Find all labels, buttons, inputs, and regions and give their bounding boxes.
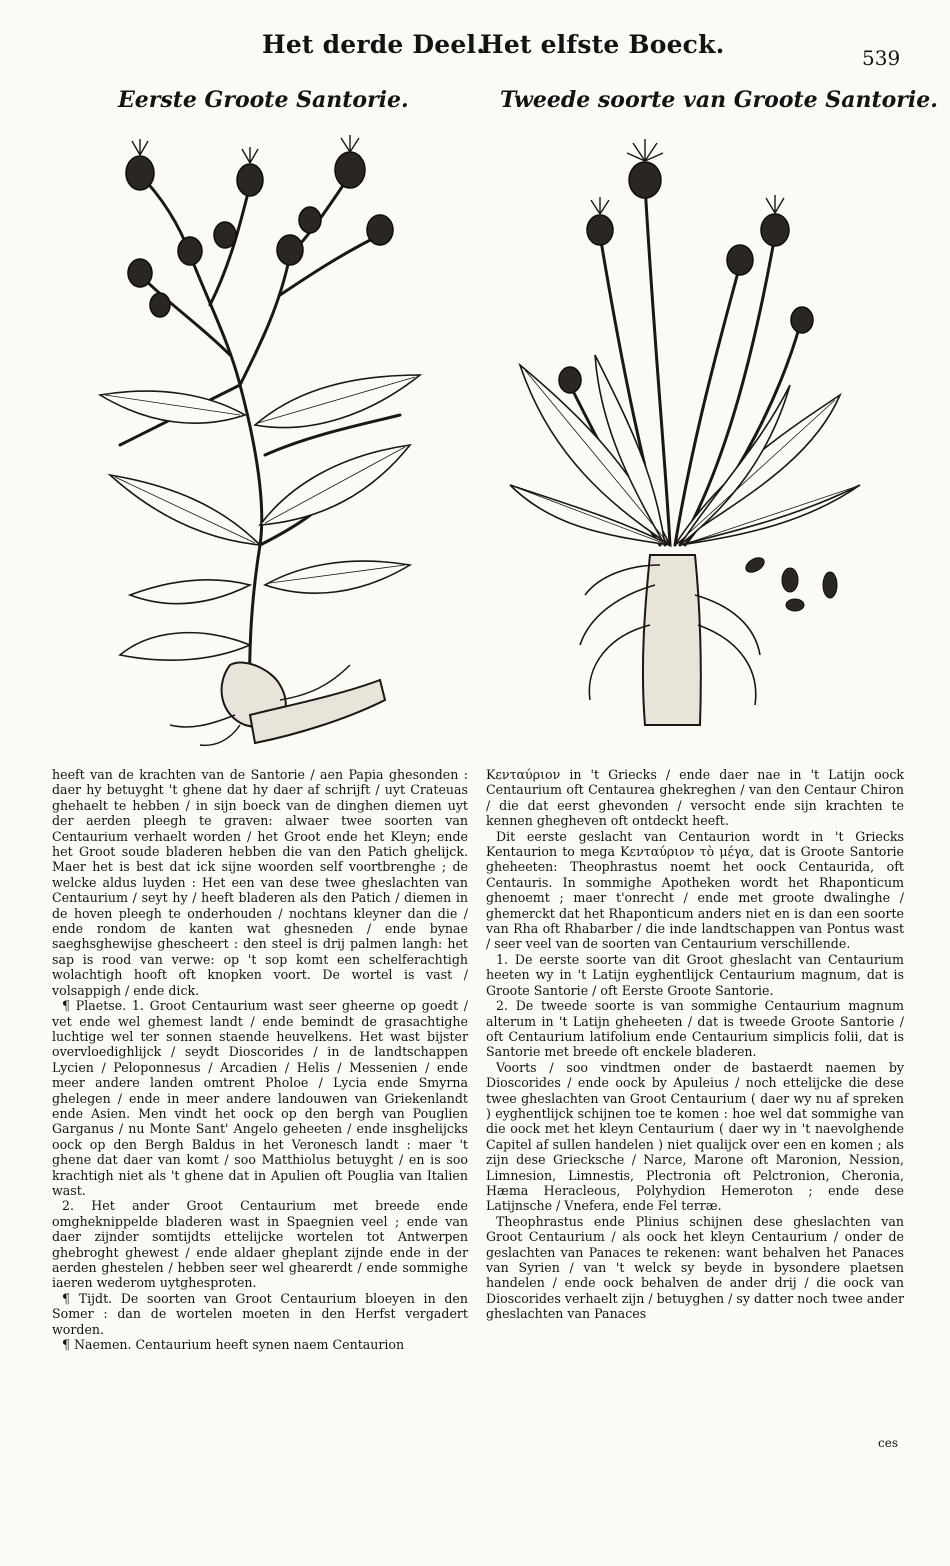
running-head-center: Het elfste Boeck. xyxy=(480,30,725,59)
left-paragraph: 2. Het ander Groot Centaurium met breede ende omgheknippelde bladeren wast in Spaegnien veel ; ende van daer zijnder somtijdts ettelijcke wortelen tot Antwerpen ghebroght ghewest / ende aldaer gheplant zijnde ende in der aerden ghestelen / hebben seer wel ghearerdt / ende sommighe iaeren wederom uytghesproten. xyxy=(52,1198,468,1291)
right-paragraph: 1. De eerste soorte van dit Groot gheslacht van Centaurium heeten wy in 't Latijn eyghentlijck Centaurium magnum, dat is Groote Santorie / oft Eerste Groote Santorie. xyxy=(486,951,904,998)
left-paragraph: ¶ Naemen. Centaurium heeft synen naem Centaurion xyxy=(62,1337,405,1353)
running-head-left: Het derde Deel. xyxy=(262,30,486,59)
right-paragraph: Κενταύριον in 't Griecks / ende daer nae in 't Latijn oock Centaurium oft Centaurea ghekreghen / van den Centaur Chiron / die dat eerst ghevonden / versocht ende sijn krachten te kennen ghegheven oft ontdeckt heeft. xyxy=(486,767,904,829)
catchword: ces xyxy=(878,1436,898,1450)
right-paragraph: Dit eerste geslacht van Centaurion wordt in 't Griecks Kentaurion to mega Κενταύριον τὸ μέγα, dat is Groote Santorie gheheeten: Theophrastus noemt het oock Centaurida, oft Centauris. In sommighe Apotheken wordt het Rhaponticum ghenoemt ; maer t'onrecht / ende met groote dwalinghe / ghemerckt dat het Rhaponticum anders niet en is dan een soorte van Rha oft Rhabarber / die inde landtschappen van Pontus wast / seer veel van de soorten van Centaurium verschillende. xyxy=(486,828,904,952)
right-paragraph: Voorts / soo vindtmen onder de bastaerdt naemen by Dioscorides / ende oock by Apuleius / noch ettelijcke die dese twee gheslachten van Groot Centaurium ( daer wy nu af spreken ) eyghentlijck schijnen toe te komen : hoe wel dat sommighe van die oock met het kleyn Centaurium ( daer wy in 't naevolghende Capitel af sullen handelen ) niet qualijck over een en komen ; als zijn dese Griecksche / Narce, Marone oft Maronion, Nession, Limnesion, Limnestis, Plectronia oft Pelctronion, Cheronia, Hæma Heracleous, Polyhydion Hemeroton ; ende dese Latijnsche / Vnefera, ende Fel terræ. xyxy=(486,1059,904,1214)
woodcut-second-santorie xyxy=(490,125,870,740)
left-paragraph: heeft van de krachten van de Santorie / aen Papia ghesonden : daer hy betuyght 't ghene dat hy daer af schrijft / uyt Crateuas ghehaelt te hebben / in sijn boeck van de dinghen diemen uyt der aerden pleegh te graven: alwaer twee soorten van Centaurium verhaelt worden / het Groot ende het Kleyn; ende het Groot soude bladeren hebben die van den Patich ghelijck. Maer het is best dat ick sijne woorden self voortbrenghe ; de welcke aldus luyden : Het een van dese twee gheslachten van Centaurium / seyt hy / heeft bladeren als den Patich / diemen in de hoven pleegh te onderhouden / nochtans kleyner dan die / ende rondom de kanten wat ghesneden / ende bynae saeghsghewijse ghescheert : den steel is drij palmen langh: het sap is rood van verwe: op 't sop komt een schelferachtigh wolachtigh hooft oft knopken voort. De wortel is vast / volsappigh / ende dick. xyxy=(52,767,468,998)
left-paragraph: ¶ Plaetse. 1. Groot Centaurium wast seer gheerne op goedt / vet ende wel ghemest landt / ende bemindt de grasachtighe luchtige wel ter sonnen staende heuvelkens. Het wast bijster overvloedighlijck / seydt Dioscorides / in de landtschappen Lycien / Peloponnesus / Arcadien / Helis / Messenien / ende meer andere landen omtrent Pholoe / Lycia ende Smyrna ghelegen / ende in meer andere landouwen van Griekenlandt ende Asien. Men vindt het oock op den bergh van Pouglien Garganus / nu Monte Sant' Angelo geheeten / ende insghelijcks oock op den Bergh Baldus in het Veronesch landt : maer 't ghene dat daer van komt / soo Matthiolus betuyght / en is soo krachtigh niet als 't ghene dat in Apulien oft Pouglia van Italien wast. xyxy=(52,998,468,1198)
woodcut-first-santorie xyxy=(80,125,450,750)
page-number: 539 xyxy=(862,46,901,70)
figure-caption-first: Eerste Groote Santorie. xyxy=(118,87,409,113)
right-paragraph: Theophrastus ende Plinius schijnen dese gheslachten van Groot Centaurium / als oock het kleyn Centaurium / onder de geslachten van Panaces te rekenen: want behalven het Panaces van Syrien / van 't welck sy beyde in bysondere plaetsen handelen / ende oock behalven de ander drij / die oock van Dioscorides verhaelt zijn / betuyghen / sy datter noch twee ander gheslachten van Panaces xyxy=(486,1213,904,1322)
right-text-column xyxy=(486,767,904,1322)
left-text-column xyxy=(52,767,468,1352)
figure-caption-second: Tweede soorte van Groote Santorie. xyxy=(500,87,938,113)
right-paragraph: 2. De tweede soorte is van sommighe Centaurium magnum alterum in 't Latijn gheheeten / dat is tweede Groote Santorie / oft Centaurium latifolium ende Centaurium simplicis folii, dat is Santorie met breede oft enckele bladeren. xyxy=(486,998,904,1060)
second-plant-illustration xyxy=(490,125,870,740)
left-paragraph: ¶ Tijdt. De soorten van Groot Centaurium bloeyen in den Somer : dan de wortelen moeten in den Herfst vergadert worden. xyxy=(52,1290,468,1337)
first-plant-illustration xyxy=(80,125,450,750)
